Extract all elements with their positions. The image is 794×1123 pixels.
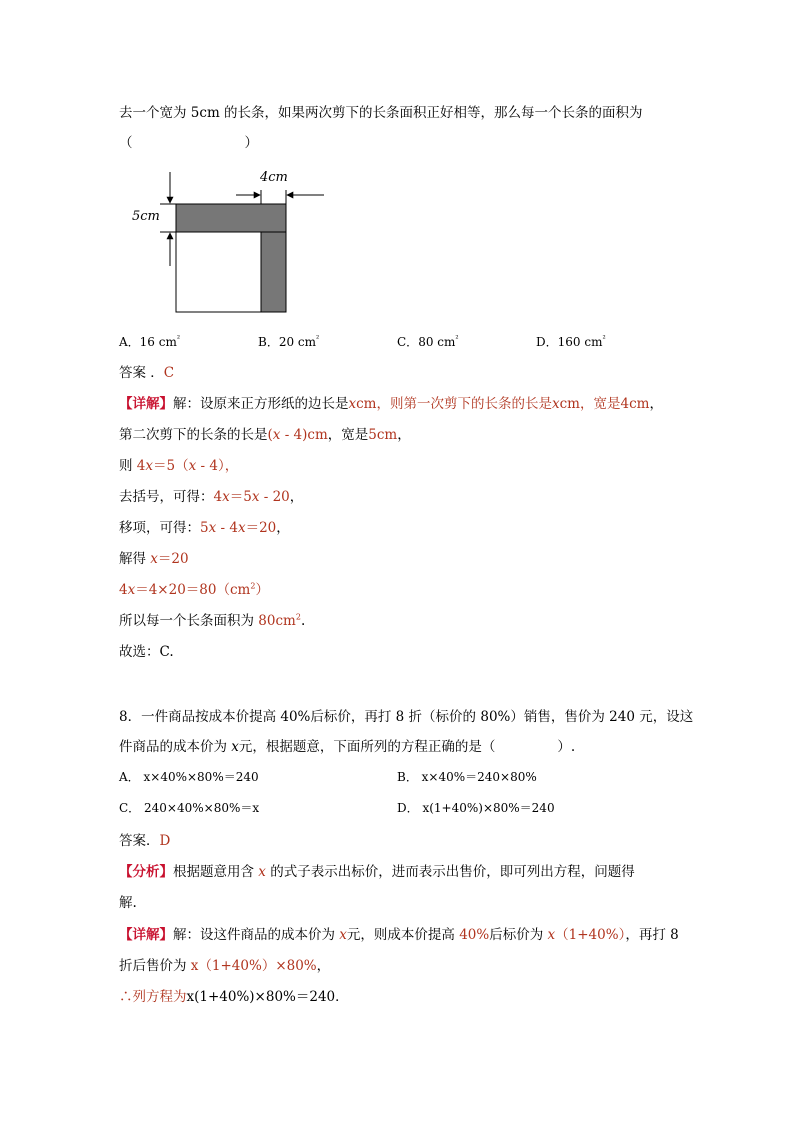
q7-detail-line-8: 所以每一个长条面积为 $80cm^2$. bbox=[119, 612, 306, 629]
paren-open: （ bbox=[119, 135, 133, 151]
detail-tag: 【详解】 bbox=[119, 396, 173, 412]
q8-option-c: C． 240×40%×80%＝x bbox=[119, 801, 260, 815]
paren-close: ） bbox=[244, 135, 258, 151]
q7-answer: 答案 ．C bbox=[119, 365, 175, 381]
q8-detail-line-1: 【详解】解：设这件商品的成本价为 x元，则成本价提高 40%后标价为 x（1+40%），再打 8 bbox=[119, 927, 679, 943]
q8-option-d: D． x(1+40%)×80%＝240 bbox=[397, 801, 555, 815]
q7-option-c: C．80 $cm^{^2}$ bbox=[397, 334, 459, 349]
q7-intro-line: 去一个宽为 5cm 的长条，如果两次剪下的长条面积正好相等，那么每一个长条的面积为 bbox=[119, 105, 643, 121]
q8-analysis-line-2: 解. bbox=[119, 895, 137, 911]
q7-option-a: A．16 $cm^{^2}$ bbox=[119, 334, 181, 349]
inner-square bbox=[176, 232, 261, 312]
q8-detail-line-3: ∴列方程为x(1+40%)×80%＝240． bbox=[119, 989, 349, 1005]
analysis-tag: 【分析】 bbox=[119, 864, 173, 880]
q7-detail-line-6: 解得 x＝20 bbox=[119, 551, 189, 567]
q7-detail-line-2: 第二次剪下的长条的长是(x - 4)cm，宽是5cm， bbox=[119, 427, 411, 443]
q8-answer: 答案．D bbox=[119, 833, 171, 849]
q7-detail-line-7: $4x=4\times 20=80(cm^2)$ bbox=[119, 581, 269, 598]
q8-option-a: A． x×40%×80%＝240 bbox=[119, 770, 259, 784]
label-4cm: 4cm bbox=[260, 170, 288, 185]
q7-option-b: B．20 $cm^{^2}$ bbox=[258, 334, 320, 349]
q7-detail-line-3: 则 4x＝5（x - 4）， bbox=[119, 458, 239, 474]
q7-answer-blank bbox=[119, 134, 258, 152]
q7-detail-line-4: 去括号，可得：4x＝5x - 20， bbox=[119, 489, 304, 505]
detail-tag: 【详解】 bbox=[119, 927, 173, 943]
q8-analysis-line-1: 【分析】根据题意用含 x 的式子表示出标价，进而表示出售价，即可列出方程，问题得 bbox=[119, 864, 635, 880]
q8-detail-line-2: 折后售价为 x（1+40%）×80%， bbox=[119, 958, 331, 974]
right-strip bbox=[261, 232, 286, 312]
q7-option-d: D．160 $cm^{^2}$ bbox=[536, 334, 606, 349]
label-5cm: 5cm bbox=[132, 209, 160, 224]
q8-stem-line-2: 件商品的成本价为 x元，根据题意，下面所列的方程正确的是（ ）. bbox=[119, 739, 576, 755]
q7-conclusion: 故选：C. bbox=[119, 644, 174, 660]
q7-detail-line-5: 移项，可得：5x - 4x＝20， bbox=[119, 520, 290, 536]
q7-detail-line-1: 【详解】解：设原来正方形纸的边长是xcm，则第一次剪下的长条的长是xcm，宽是4cm， bbox=[119, 396, 663, 412]
square-strip-figure bbox=[130, 166, 330, 320]
q8-stem-line-1: 8．一件商品按成本价提高 40%后标价，再打 8 折（标价的 80%）销售，售价为 240 元，设这 bbox=[119, 709, 694, 725]
q8-option-b: B． x×40%＝240×80% bbox=[397, 770, 537, 784]
top-strip bbox=[176, 204, 286, 232]
